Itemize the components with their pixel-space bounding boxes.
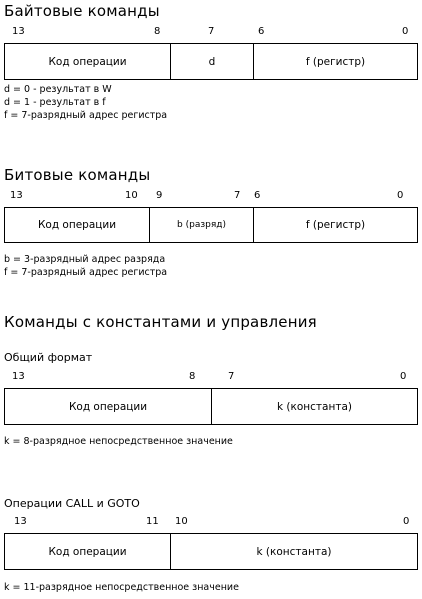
bit-label-0: 0: [400, 371, 407, 382]
opcode-field: Код операции: [48, 55, 127, 68]
bit-label-8: 8: [189, 371, 196, 382]
byte-note-1: d = 0 - результат в W: [4, 84, 112, 95]
opcode-field: Код операции: [68, 400, 148, 413]
general-note: k = 8-разрядное непосредственное значение: [4, 436, 233, 447]
bit-label-13: 13: [12, 26, 25, 37]
byte-section-title: Байтовые команды: [4, 2, 160, 20]
byte-format-box: [4, 43, 418, 80]
general-format-label: Общий формат: [4, 351, 93, 364]
callgoto-note: k = 11-разрядное непосредственное значение: [4, 582, 239, 593]
general-format-box: [4, 388, 418, 425]
register-field: f (регистр): [253, 44, 417, 79]
bit-section-title: Битовые команды: [4, 166, 151, 184]
literal-field: k (константа): [211, 389, 417, 424]
bit-label-0: 0: [403, 516, 410, 527]
bit-label-13: 13: [14, 516, 27, 527]
bit-label-13: 13: [10, 190, 23, 201]
byte-note-2: d = 1 - результат в f: [4, 97, 106, 108]
bit-format-box: [4, 207, 418, 243]
bit-label-6: 6: [254, 190, 261, 201]
bit-label-7: 7: [208, 26, 215, 37]
bit-label-7: 7: [234, 190, 241, 201]
literal-field: k (константа): [170, 534, 417, 569]
bit-label-10: 10: [175, 516, 188, 527]
bit-label-7: 7: [228, 371, 235, 382]
bit-label-0: 0: [397, 190, 404, 201]
bit-label-0: 0: [402, 26, 409, 37]
bit-label-11: 11: [146, 516, 159, 527]
b-field: b (разряд): [149, 208, 253, 242]
opcode-field: Код операции: [37, 219, 117, 231]
const-section-title: Команды с константами и управления: [4, 313, 317, 331]
opcode-field: Код операции: [48, 545, 127, 558]
bit-label-8: 8: [154, 26, 161, 37]
bit-label-10: 10: [125, 190, 138, 201]
callgoto-label: Операции CALL и GOTO: [4, 497, 140, 510]
bit-note-1: b = 3-разрядный адрес разряда: [4, 254, 166, 265]
d-field: d: [170, 44, 253, 79]
bit-label-13: 13: [12, 371, 25, 382]
bit-label-6: 6: [258, 26, 265, 37]
bit-label-9: 9: [156, 190, 163, 201]
byte-note-3: f = 7-разрядный адрес регистра: [4, 110, 168, 121]
callgoto-format-box: [4, 533, 418, 570]
register-field: f (регистр): [253, 208, 417, 242]
bit-note-2: f = 7-разрядный адрес регистра: [4, 267, 168, 278]
